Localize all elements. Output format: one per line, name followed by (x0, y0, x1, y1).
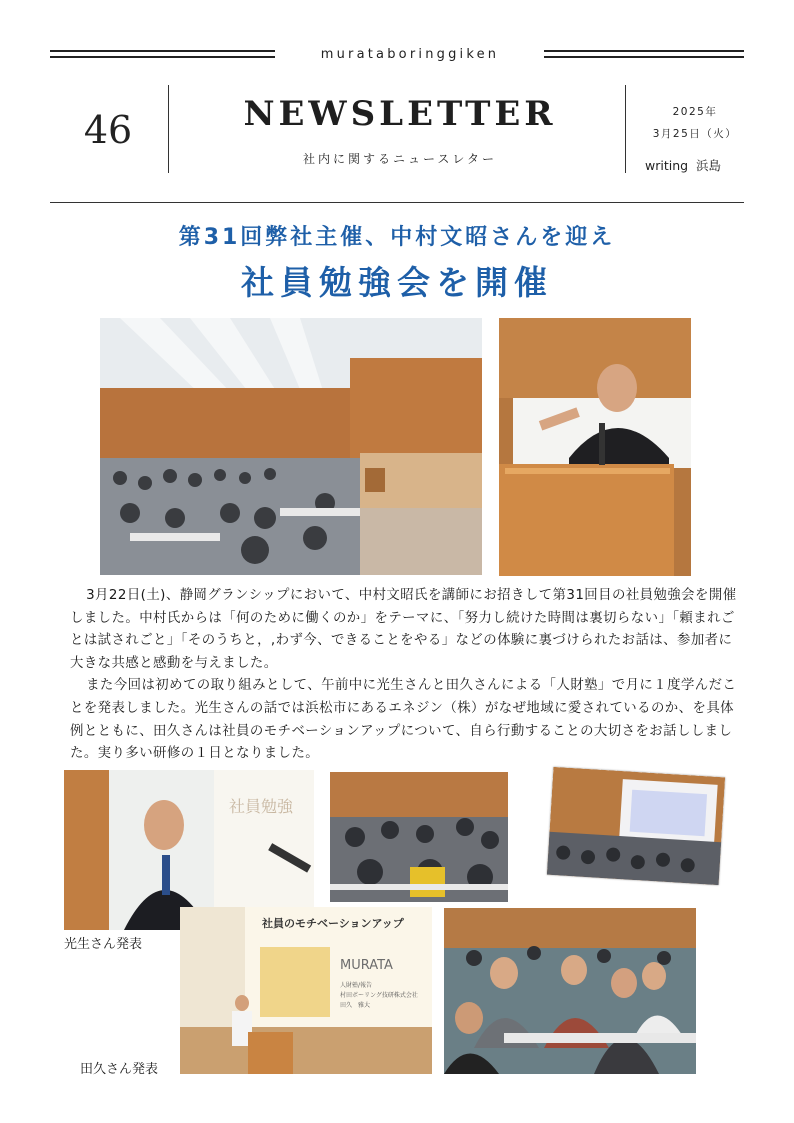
photo-taku-presentation (180, 907, 432, 1074)
writing-label: writing (645, 158, 689, 173)
slide-b-line1: 人財塾/報告 (340, 982, 373, 989)
photo-mitsuo-presentation (64, 770, 314, 930)
masthead-divider-left (168, 85, 169, 173)
slide-b-line2: 村田ボーリング技研株式会社 (340, 992, 418, 999)
article-body (70, 585, 740, 766)
slide-b-line3: 田久 雅大 (340, 1002, 371, 1009)
newsletter-title: NEWSLETTER (243, 94, 557, 134)
slide-a-text: 社員勉強 (229, 797, 294, 816)
article-paragraph: また今回は初めての取り組みとして、午前中に光生さんと田久さんによる「人財塾」で月に１度学んだことを発表しました。光生さんの話では浜松市にあるエネジン（株）がなぜ地域に愛されているのか、を具体例とともに、田久さんは社員のモチベーションアップについて、自ら行動することの大切さをお話ししました。実り多い研修の１日となりました。 (70, 678, 737, 762)
masthead-rule-top-right-2 (544, 56, 744, 58)
caption-mitsuo: 光生さん発表 (64, 937, 143, 952)
headline-line2: 社員勉強会を開催 (241, 263, 553, 302)
headline-line1: 第31回弊社主催、中村文昭さんを迎え (178, 225, 616, 250)
masthead-rule-top-left (50, 50, 275, 52)
article-paragraph: 3月22日(土)、静岡グランシップにおいて、中村文昭氏を講師にお招きして第31回目の社員勉強会を開催しました。中村氏からは「何のために働くのか」をテーマに、「努力し続けた時間は裏切らない」「頼まれごとは試されごと」「そのうちと，,わず今、できることをやる」などの体験に裏づけられたお話は、参加者に大きな共感と感動を与えました。 (70, 588, 737, 671)
masthead-rule-top-right (544, 50, 744, 52)
photo-hall-screen (547, 767, 725, 885)
photo-audience-discussion (444, 908, 696, 1074)
writer-credit (645, 156, 721, 174)
photo-audience (330, 772, 508, 902)
caption-taku: 田久さん発表 (80, 1062, 159, 1077)
photo-speaker-podium (499, 318, 691, 576)
masthead-divider-right (625, 85, 626, 173)
issue-date: 3月25日（火） (652, 128, 738, 140)
issue-number: 46 (83, 108, 133, 152)
slide-b-title: 社員のモチベーションアップ (262, 917, 404, 930)
newsletter-subtitle: 社内に関するニュースレター (303, 152, 497, 166)
issue-year: 2025年 (672, 106, 718, 118)
brand-name: murataboringgiken (320, 47, 500, 62)
masthead-bottom-rule (50, 202, 744, 203)
masthead-rule-top-left-2 (50, 56, 275, 58)
photo-lecture-hall (100, 318, 482, 575)
slide-b-logo: MURATA (340, 958, 393, 973)
writer-name: 浜島 (696, 158, 722, 173)
